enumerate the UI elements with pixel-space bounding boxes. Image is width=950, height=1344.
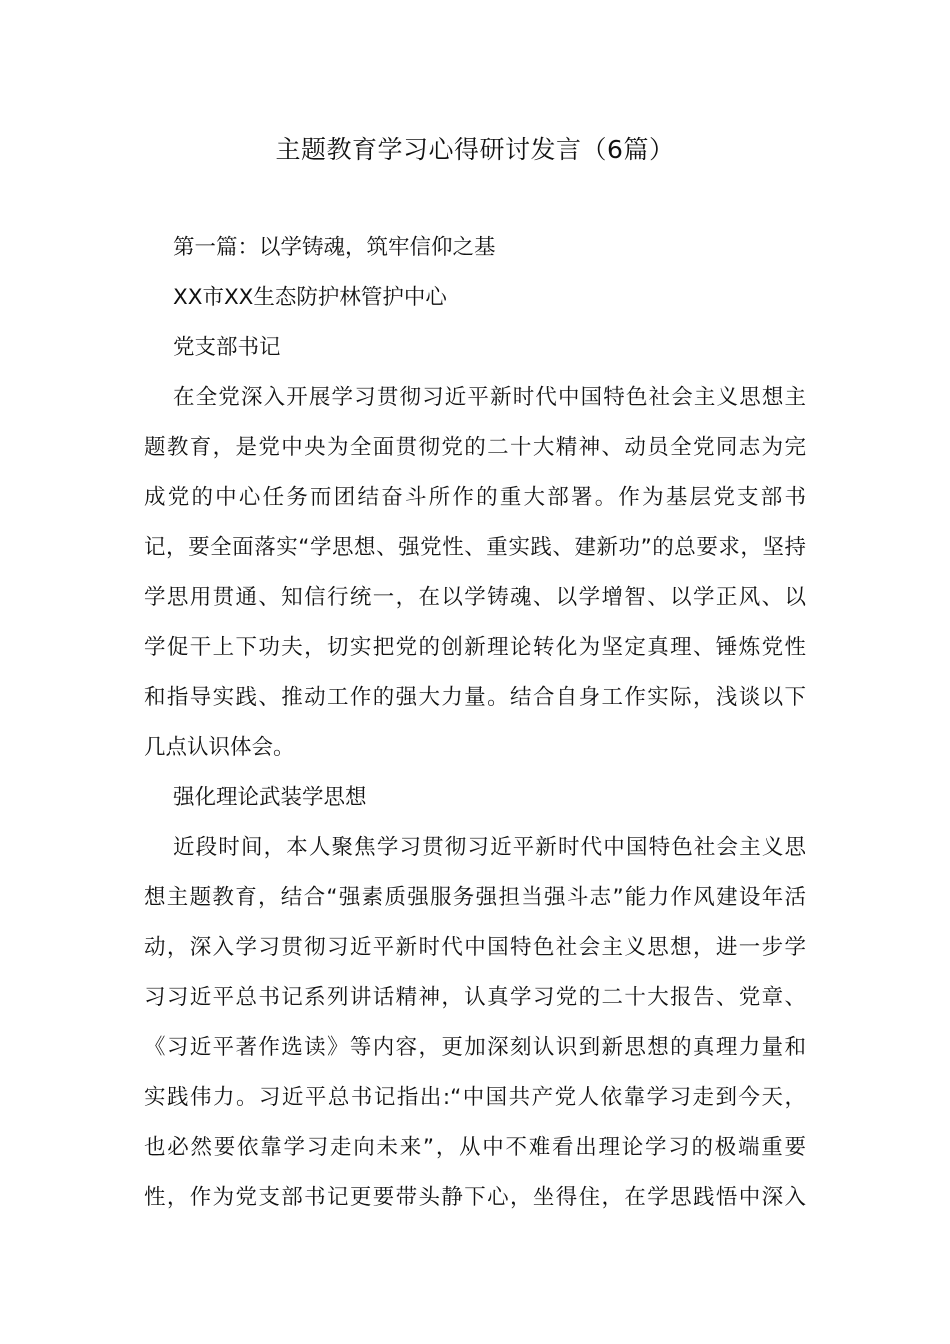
- text-line: XX市XX生态防护林管护中心: [173, 285, 447, 310]
- text-line: 《习近平著作选读》等内容，更加深刻认识到新思想的真理力量和: [144, 1035, 806, 1060]
- document-title: 主题教育学习心得研讨发言（6篇）: [275, 135, 675, 164]
- text-line: 几点认识体会。: [144, 735, 295, 760]
- text-line: 和指导实践、推动工作的强大力量。结合自身工作实际，浅谈以下: [144, 685, 806, 710]
- text-line: 近段时间，本人聚焦学习贯彻习近平新时代中国特色社会主义思: [173, 835, 806, 860]
- text-line: 在全党深入开展学习贯彻习近平新时代中国特色社会主义思想主: [173, 385, 806, 410]
- text-line: 第一篇：以学铸魂，筑牢信仰之基: [173, 235, 496, 260]
- text-line: 习习近平总书记系列讲话精神，认真学习党的二十大报告、党章、: [144, 985, 806, 1010]
- text-line: 动，深入学习贯彻习近平新时代中国特色社会主义思想，进一步学: [144, 935, 806, 960]
- text-line: 记，要全面落实“学思想、强党性、重实践、建新功”的总要求，坚持: [144, 535, 806, 560]
- text-line: 题教育，是党中央为全面贯彻党的二十大精神、动员全党同志为完: [144, 435, 806, 460]
- text-line: 实践伟力。习近平总书记指出:“中国共产党人依靠学习走到今天，: [144, 1085, 806, 1110]
- text-line: 学思用贯通、知信行统一，在以学铸魂、以学增智、以学正风、以: [144, 585, 806, 610]
- text-line: 成党的中心任务而团结奋斗所作的重大部署。作为基层党支部书: [144, 485, 806, 510]
- text-line: 强化理论武装学思想: [173, 785, 367, 810]
- document-body: [144, 223, 806, 1223]
- text-line: 性，作为党支部书记更要带头静下心，坐得住，在学思践悟中深入: [144, 1185, 806, 1210]
- text-line: 党支部书记: [173, 335, 281, 360]
- text-line: 也必然要依靠学习走向未来”，从中不难看出理论学习的极端重要: [144, 1135, 806, 1160]
- text-line: 想主题教育，结合“强素质强服务强担当强斗志”能力作风建设年活: [144, 885, 806, 910]
- text-line: 学促干上下功夫，切实把党的创新理论转化为坚定真理、锤炼党性: [144, 635, 806, 660]
